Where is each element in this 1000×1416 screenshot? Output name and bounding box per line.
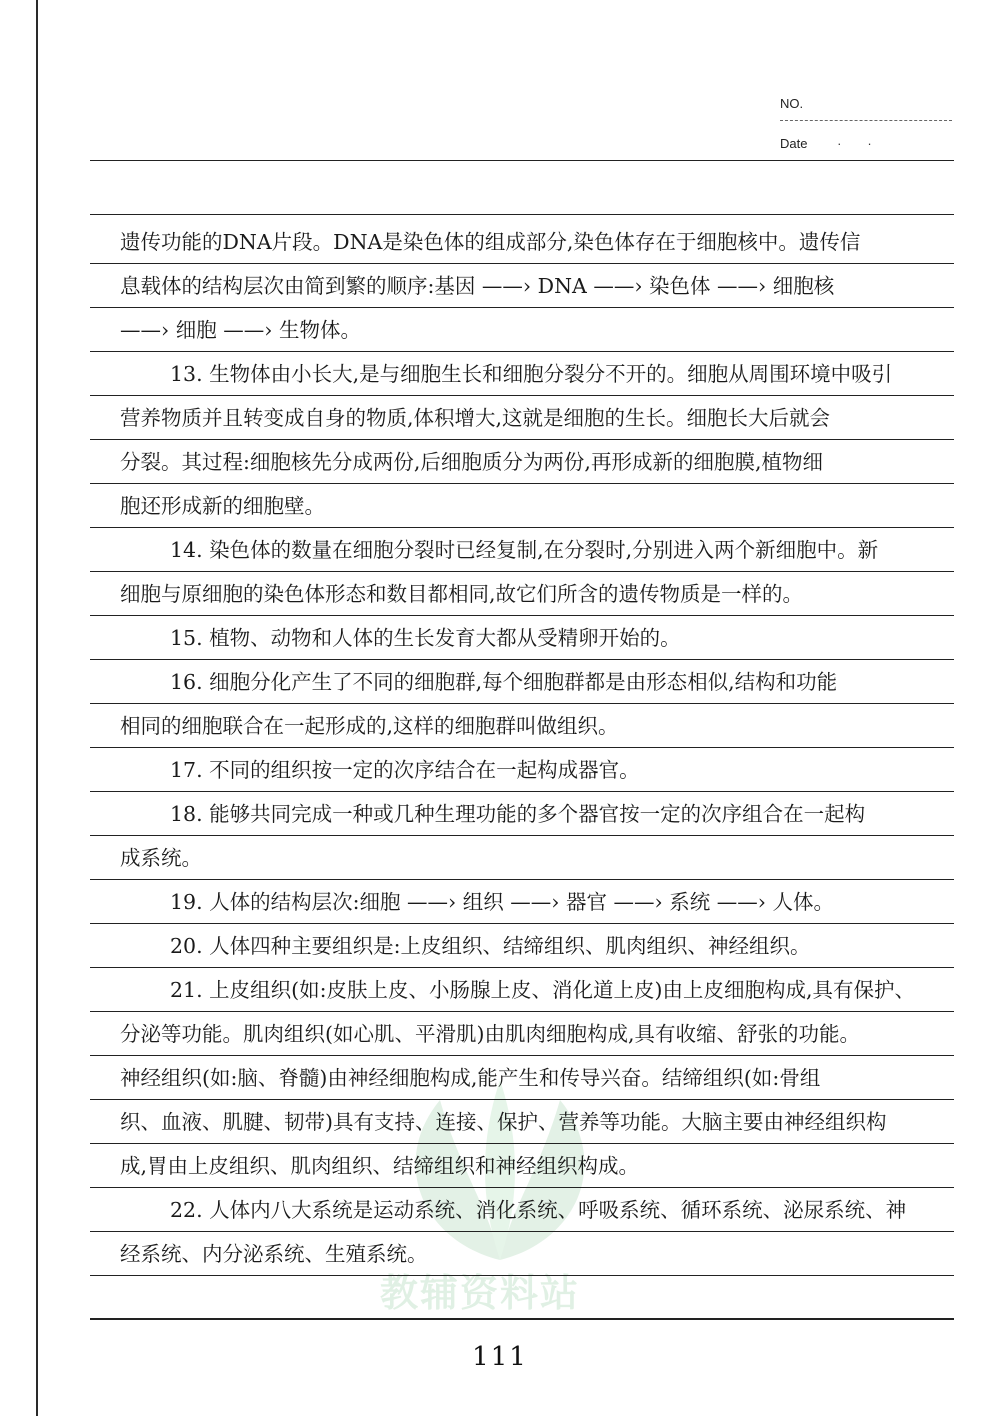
note-line: 成,胃由上皮组织、肌肉组织、结缔组织和神经组织构成。	[90, 1144, 954, 1188]
note-line: 18. 能够共同完成一种或几种生理功能的多个器官按一定的次序组合在一起构	[90, 792, 954, 836]
note-line	[90, 1276, 954, 1320]
note-line: 营养物质并且转变成自身的物质,体积增大,这就是细胞的生长。细胞长大后就会	[90, 396, 954, 440]
note-line: 分泌等功能。肌肉组织(如心肌、平滑肌)由肌肉细胞构成,具有收缩、舒张的功能。	[90, 1012, 954, 1056]
bottom-rule	[90, 1318, 954, 1319]
note-line: ——› 细胞 ——› 生物体。	[90, 308, 954, 352]
note-line: 细胞与原细胞的染色体形态和数目都相同,故它们所含的遗传物质是一样的。	[90, 572, 954, 616]
note-line: 14. 染色体的数量在细胞分裂时已经复制,在分裂时,分别进入两个新细胞中。新	[90, 528, 954, 572]
note-line: 分裂。其过程:细胞核先分成两份,后细胞质分为两份,再形成新的细胞膜,植物细	[90, 440, 954, 484]
top-rule	[90, 214, 954, 215]
note-line: 成系统。	[90, 836, 954, 880]
note-line: 织、血液、肌腱、韧带)具有支持、连接、保护、营养等功能。大脑主要由神经组织构	[90, 1100, 954, 1144]
date-label: Date	[780, 136, 808, 151]
note-line: 17. 不同的组织按一定的次序结合在一起构成器官。	[90, 748, 954, 792]
note-line: 13. 生物体由小长大,是与细胞生长和细胞分裂分不开的。细胞从周围环境中吸引	[90, 352, 954, 396]
handwritten-notes	[90, 220, 954, 1320]
date-dots: ··	[837, 136, 898, 151]
note-line: 20. 人体四种主要组织是:上皮组织、结缔组织、肌肉组织、神经组织。	[90, 924, 954, 968]
note-line: 息载体的结构层次由简到繁的顺序:基因 ——› DNA ——› 染色体 ——› 细胞核	[90, 264, 954, 308]
no-label: NO.	[780, 96, 804, 111]
note-line: 19. 人体的结构层次:细胞 ——› 组织 ——› 器官 ——› 系统 ——› 人体。	[90, 880, 954, 924]
note-line: 22. 人体内八大系统是运动系统、消化系统、呼吸系统、循环系统、泌尿系统、神	[90, 1188, 954, 1232]
no-field-line	[780, 120, 952, 121]
note-line: 15. 植物、动物和人体的生长发育大都从受精卵开始的。	[90, 616, 954, 660]
note-line: 16. 细胞分化产生了不同的细胞群,每个细胞群都是由形态相似,结构和功能	[90, 660, 954, 704]
binding-edge	[36, 0, 38, 1416]
note-line: 21. 上皮组织(如:皮肤上皮、小肠腺上皮、消化道上皮)由上皮细胞构成,具有保护、	[90, 968, 954, 1012]
note-line: 胞还形成新的细胞壁。	[90, 484, 954, 528]
note-line: 遗传功能的DNA片段。DNA是染色体的组成部分,染色体存在于细胞核中。遗传信	[90, 220, 954, 264]
header-rule	[90, 160, 954, 161]
note-line: 相同的细胞联合在一起形成的,这样的细胞群叫做组织。	[90, 704, 954, 748]
watermark-text: 教辅资料站	[380, 1271, 581, 1315]
note-line: 神经组织(如:脑、脊髓)由神经细胞构成,能产生和传导兴奋。结缔组织(如:骨组	[90, 1056, 954, 1100]
date-row	[780, 136, 898, 151]
page-number: 111	[472, 1342, 528, 1372]
note-line: 经系统、内分泌系统、生殖系统。	[90, 1232, 954, 1276]
